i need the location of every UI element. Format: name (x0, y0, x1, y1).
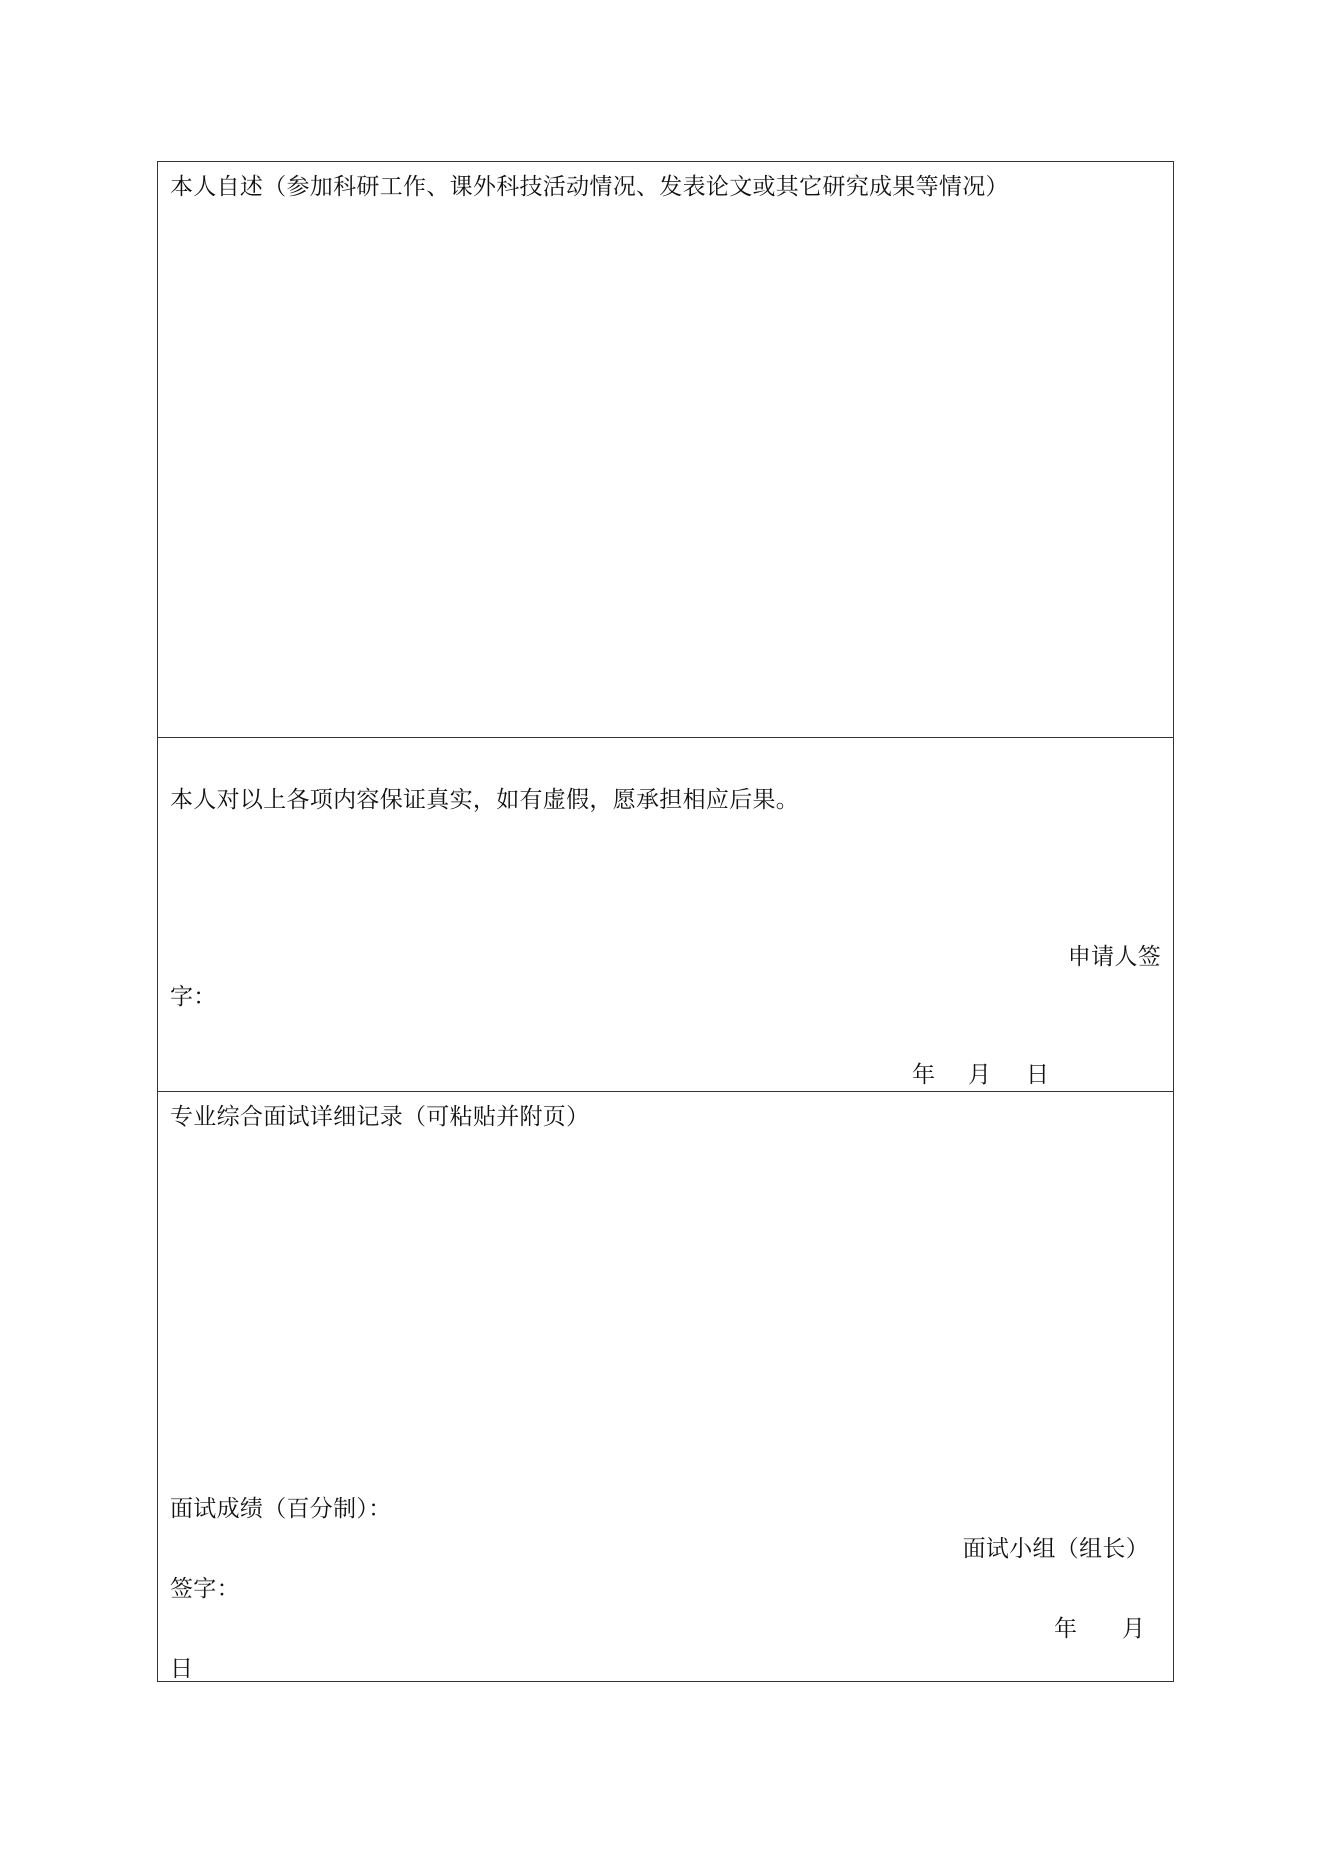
interview-score-label: 面试成绩（百分制）： (170, 1496, 392, 1522)
declaration-date-day: 日 (1026, 1062, 1050, 1088)
interview-panel-signature-label-cont[interactable]: 签字： (170, 1576, 240, 1602)
interview-section[interactable] (158, 1092, 1173, 1683)
declaration-date-month: 月 (968, 1062, 992, 1088)
declaration-section (158, 738, 1173, 1092)
applicant-signature-label-cont[interactable]: 字： (170, 984, 217, 1010)
application-form-table (157, 161, 1174, 1682)
self-statement-heading: 本人自述（参加科研工作、课外科技活动情况、发表论文或其它研究成果等情况） (170, 174, 1009, 200)
interview-date-day: 日 (170, 1656, 194, 1682)
interview-date-month: 月 (1122, 1616, 1146, 1642)
declaration-statement: 本人对以上各项内容保证真实，如有虚假，愿承担相应后果。 (170, 787, 800, 813)
interview-record-heading: 专业综合面试详细记录（可粘贴并附页） (170, 1104, 590, 1130)
declaration-date-year: 年 (912, 1062, 936, 1088)
interview-panel-signature-label: 面试小组（组长） (962, 1536, 1149, 1562)
applicant-signature-label: 申请人签 (1067, 944, 1161, 970)
self-statement-section[interactable] (158, 162, 1173, 738)
interview-date-year: 年 (1054, 1616, 1078, 1642)
